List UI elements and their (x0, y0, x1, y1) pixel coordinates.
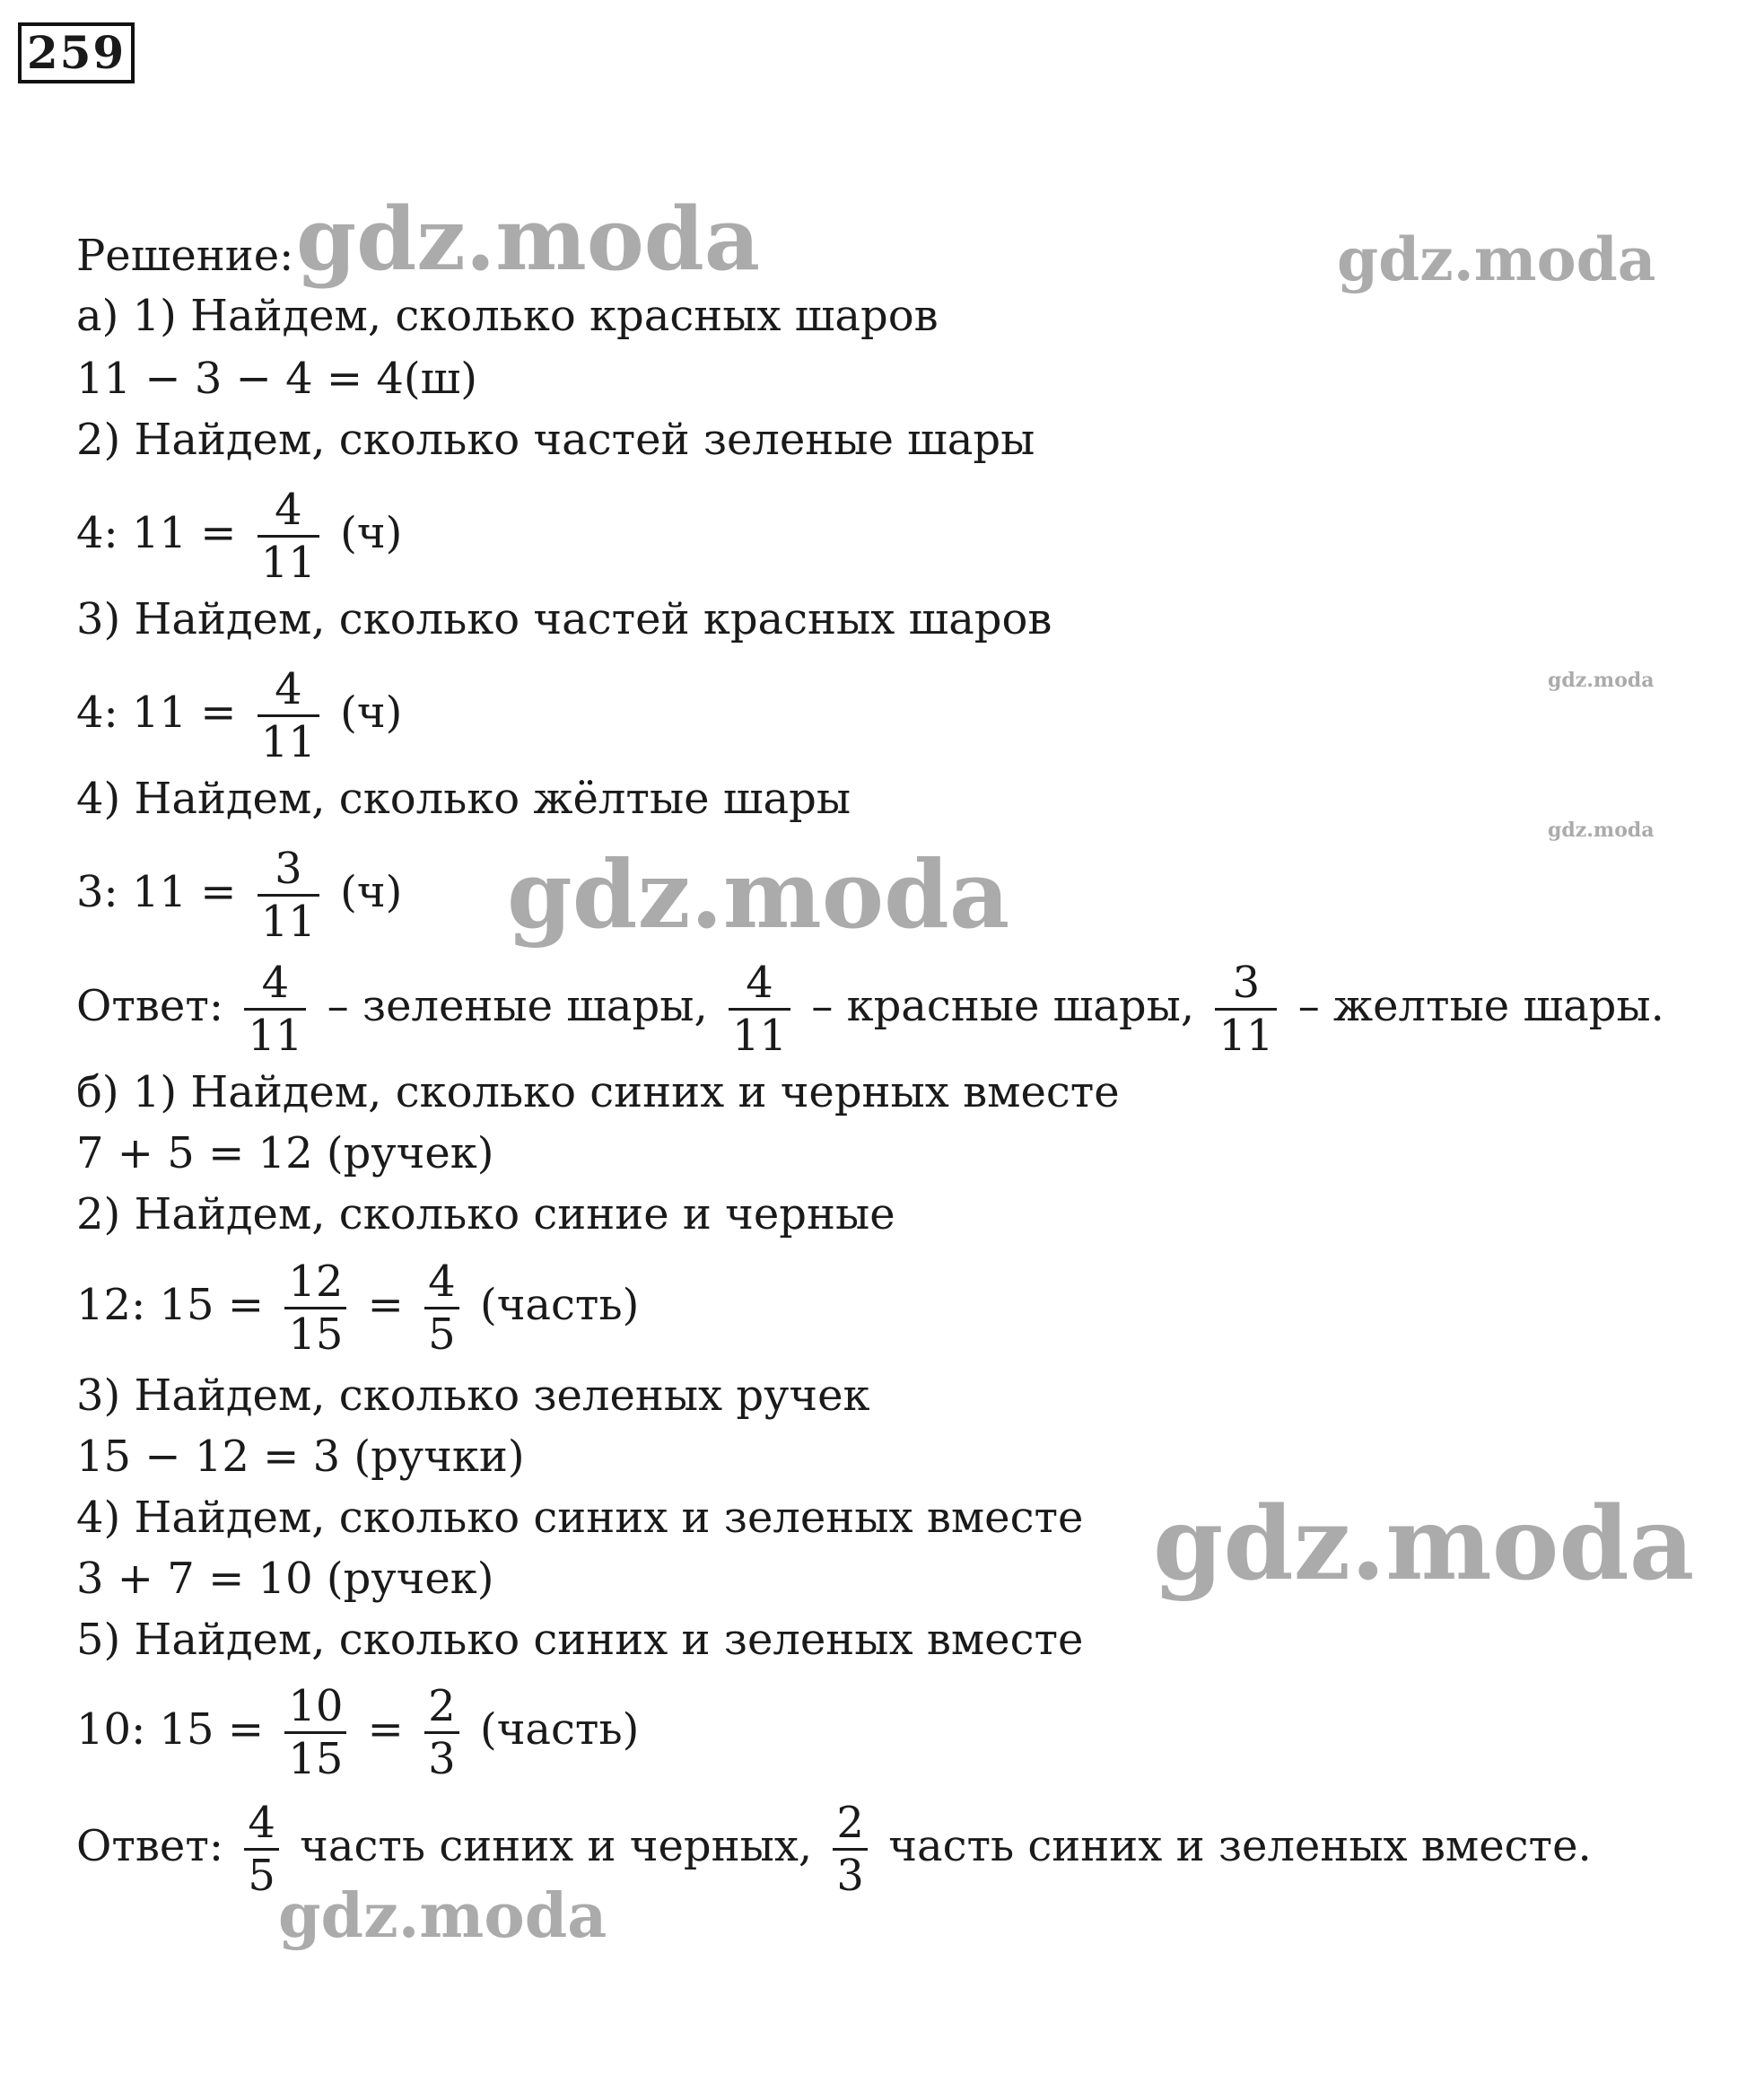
fraction-numerator: 2 (424, 1681, 459, 1734)
solution-heading: Решение: (76, 231, 294, 281)
b-step2-title: 2) Найдем, сколько синие и черные (76, 1189, 895, 1239)
a-step2-title: 2) Найдем, сколько частей зеленые шары (76, 415, 1035, 465)
watermark-logo: gdz.moda (1337, 224, 1656, 294)
fraction-denominator: 3 (428, 1734, 456, 1784)
fraction-numerator: 4 (258, 664, 319, 717)
fraction-denominator: 15 (288, 1734, 344, 1784)
fraction (729, 958, 790, 1061)
fraction-denominator: 11 (260, 717, 316, 767)
unit-label: (часть) (479, 1280, 640, 1330)
b-step2-formula (76, 1257, 639, 1360)
answer-text: – желтые шары. (1297, 981, 1664, 1031)
formula-lhs: 12: 15 = (76, 1280, 265, 1330)
formula-lhs: 4: 11 = (76, 687, 237, 738)
formula-lhs: 10: 15 = (76, 1704, 265, 1755)
a-step1-title: а) 1) Найдем, сколько красных шаров (76, 291, 939, 341)
fraction-denominator: 11 (248, 1011, 303, 1061)
unit-label: (ч) (340, 687, 403, 738)
unit-label: (ч) (340, 867, 403, 917)
watermark-logo: gdz.moda (1548, 819, 1655, 842)
fraction-denominator: 11 (260, 538, 316, 588)
fraction (424, 1681, 459, 1784)
b-step5-formula (76, 1681, 639, 1784)
fraction-numerator: 4 (244, 1798, 279, 1851)
b-step3-calc: 15 − 12 = 3 (ручки) (76, 1432, 525, 1482)
b-step1-title: б) 1) Найдем, сколько синих и черных вместе (76, 1067, 1120, 1117)
watermark-logo: gdz.moda (507, 839, 1010, 950)
answer-text: часть синих и зеленых вместе. (888, 1821, 1592, 1871)
b-step5-title: 5) Найдем, сколько синих и зеленых вместе (76, 1615, 1084, 1665)
b-step1-calc: 7 + 5 = 12 (ручек) (76, 1128, 494, 1178)
watermark-logo: gdz.moda (1153, 1485, 1695, 1603)
equals-sign: = (367, 1280, 404, 1330)
fraction (833, 1798, 868, 1901)
fraction-numerator: 4 (244, 958, 306, 1011)
fraction (284, 1681, 346, 1784)
a-step2-formula (76, 485, 402, 588)
equals-sign: = (367, 1704, 404, 1755)
watermark-logo: gdz.moda (1548, 669, 1655, 692)
fraction-denominator: 5 (428, 1309, 456, 1360)
a-answer (76, 958, 1664, 1061)
fraction (424, 1257, 459, 1360)
fraction-denominator: 11 (1218, 1011, 1274, 1061)
a-step4-formula (76, 844, 402, 947)
answer-text: – зеленые шары, (327, 981, 708, 1031)
fraction (244, 1798, 279, 1901)
fraction (258, 485, 319, 588)
a-step3-formula (76, 664, 402, 767)
fraction (244, 958, 306, 1061)
formula-lhs: 3: 11 = (76, 867, 237, 917)
fraction-numerator: 10 (284, 1681, 346, 1734)
fraction-denominator: 11 (731, 1011, 788, 1061)
unit-label: (ч) (340, 508, 403, 558)
a-step3-title: 3) Найдем, сколько частей красных шаров (76, 594, 1052, 644)
answer-label: Ответ: (76, 981, 224, 1031)
answer-text: – красные шары, (811, 981, 1195, 1031)
fraction (258, 664, 319, 767)
watermark-logo: gdz.moda (278, 1880, 607, 1952)
fraction-numerator: 2 (833, 1798, 868, 1851)
b-step3-title: 3) Найдем, сколько зеленых ручек (76, 1370, 870, 1421)
unit-label: (часть) (479, 1704, 640, 1755)
a-step4-title: 4) Найдем, сколько жёлтые шары (76, 774, 851, 824)
answer-label: Ответ: (76, 1821, 224, 1871)
fraction-denominator: 15 (288, 1309, 344, 1360)
fraction-denominator: 5 (248, 1851, 275, 1901)
b-step4-title: 4) Найдем, сколько синих и зеленых вместе (76, 1493, 1084, 1543)
fraction-denominator: 3 (836, 1851, 864, 1901)
task-number-badge: 259 (18, 22, 135, 83)
fraction-numerator: 4 (729, 958, 790, 1011)
fraction-numerator: 3 (1215, 958, 1277, 1011)
fraction (284, 1257, 346, 1360)
fraction-numerator: 4 (258, 485, 319, 538)
fraction-denominator: 11 (260, 897, 316, 947)
fraction-numerator: 3 (258, 844, 319, 897)
a-step1-calc: 11 − 3 − 4 = 4(ш) (76, 354, 477, 404)
answer-text: часть синих и черных, (300, 1821, 813, 1871)
fraction (258, 844, 319, 947)
fraction (1215, 958, 1277, 1061)
fraction-numerator: 4 (424, 1257, 459, 1309)
b-step4-calc: 3 + 7 = 10 (ручек) (76, 1554, 494, 1604)
watermark-logo: gdz.moda (296, 188, 761, 290)
formula-lhs: 4: 11 = (76, 508, 237, 558)
fraction-numerator: 12 (284, 1257, 346, 1309)
